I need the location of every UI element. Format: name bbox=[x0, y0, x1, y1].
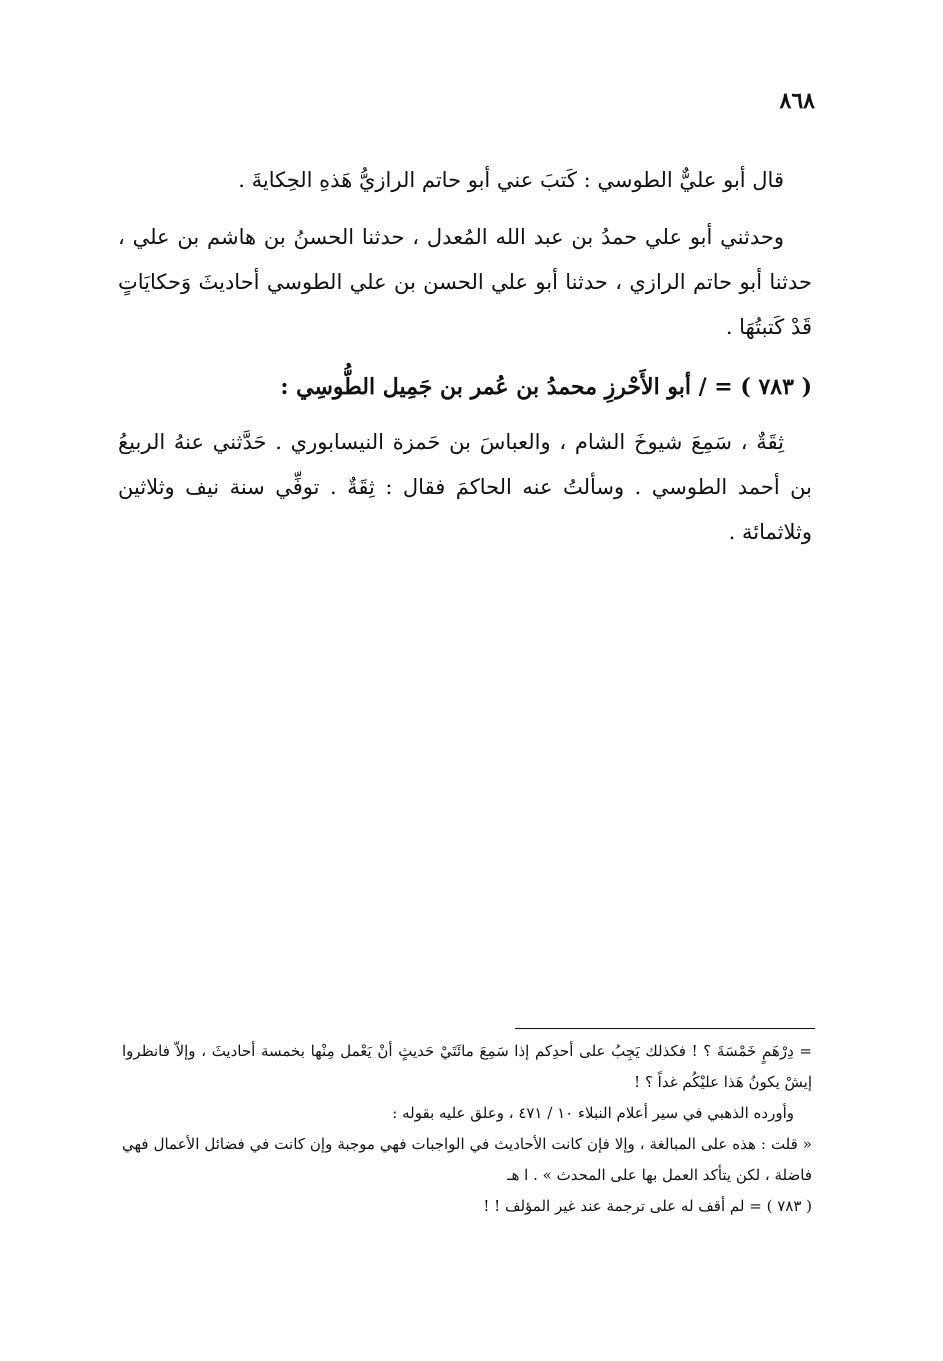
footnote-3: « قلت : هذه على المبالغة ، وإلا فإن كانت الأحاديث في الواجبات فهي موجبة وإن كانت في فضائل الأعمال فهي فاضلة ، لكن يتأكد العمل بها على المحدث » . ا هـ bbox=[122, 1135, 812, 1184]
footnote-separator bbox=[515, 1028, 815, 1029]
footnotes bbox=[122, 1036, 812, 1222]
paragraph-2: وحدثني أبو علي حمدُ بن عبد الله المُعدل ، حدثنا الحسنُ بن هاشم بن علي ، حدثنا أبو حاتم الرازي ، حدثنا أبو علي الحسن بن علي الطوسي أحاديثَ وَحكايَاتٍ قَدْ كَتبتُهَا . bbox=[118, 225, 812, 339]
paragraph-1: قال أبو عليٌّ الطوسي : كَتبَ عني أبو حاتم الرازيُّ هَذهِ الحِكايةَ . bbox=[238, 168, 784, 192]
entry-heading: ( ٧٨٣ ) = / أبو الأَحْرزِ محمدُ بن عُمر بن جَمِيل الطُّوسِي : bbox=[280, 374, 812, 400]
paragraph-3: ثِقَةٌ ، سَمِعَ شيوخَ الشام ، والعباسَ بن حَمزة النيسابوري . حَدَّثني عنهُ الربيعُ بن أحمد الطوسي . وسألتُ عنه الحاكمَ فقال : ثِقَةٌ . توفِّي سنة نيف وثلاثين وثلاثمائة . bbox=[118, 430, 812, 544]
main-text bbox=[118, 158, 812, 555]
footnote-4: ( ٧٨٣ ) = لم أقف له على ترجمة عند غير المؤلف ! ! bbox=[483, 1197, 812, 1215]
footnote-2: وأورده الذهبي في سير أعلام النبلاء ١٠ / ٤٧١ ، وعلق عليه بقوله : bbox=[392, 1104, 794, 1122]
page-number: ٨٦٨ bbox=[779, 88, 815, 114]
footnote-1: = دِرْهَمٍ خَمْسَةَ ؟ ! فكذلك يَجِبُ على أحدِكم إذا سَمِعَ مائَتَيْ حَديثٍ أنْ يَعْمل مِنْها بخمسة أحاديثَ ، وإلاّ فانظروا إيشْ يكونُ هَذا عليْكُم غداً ؟ ! bbox=[122, 1042, 812, 1091]
